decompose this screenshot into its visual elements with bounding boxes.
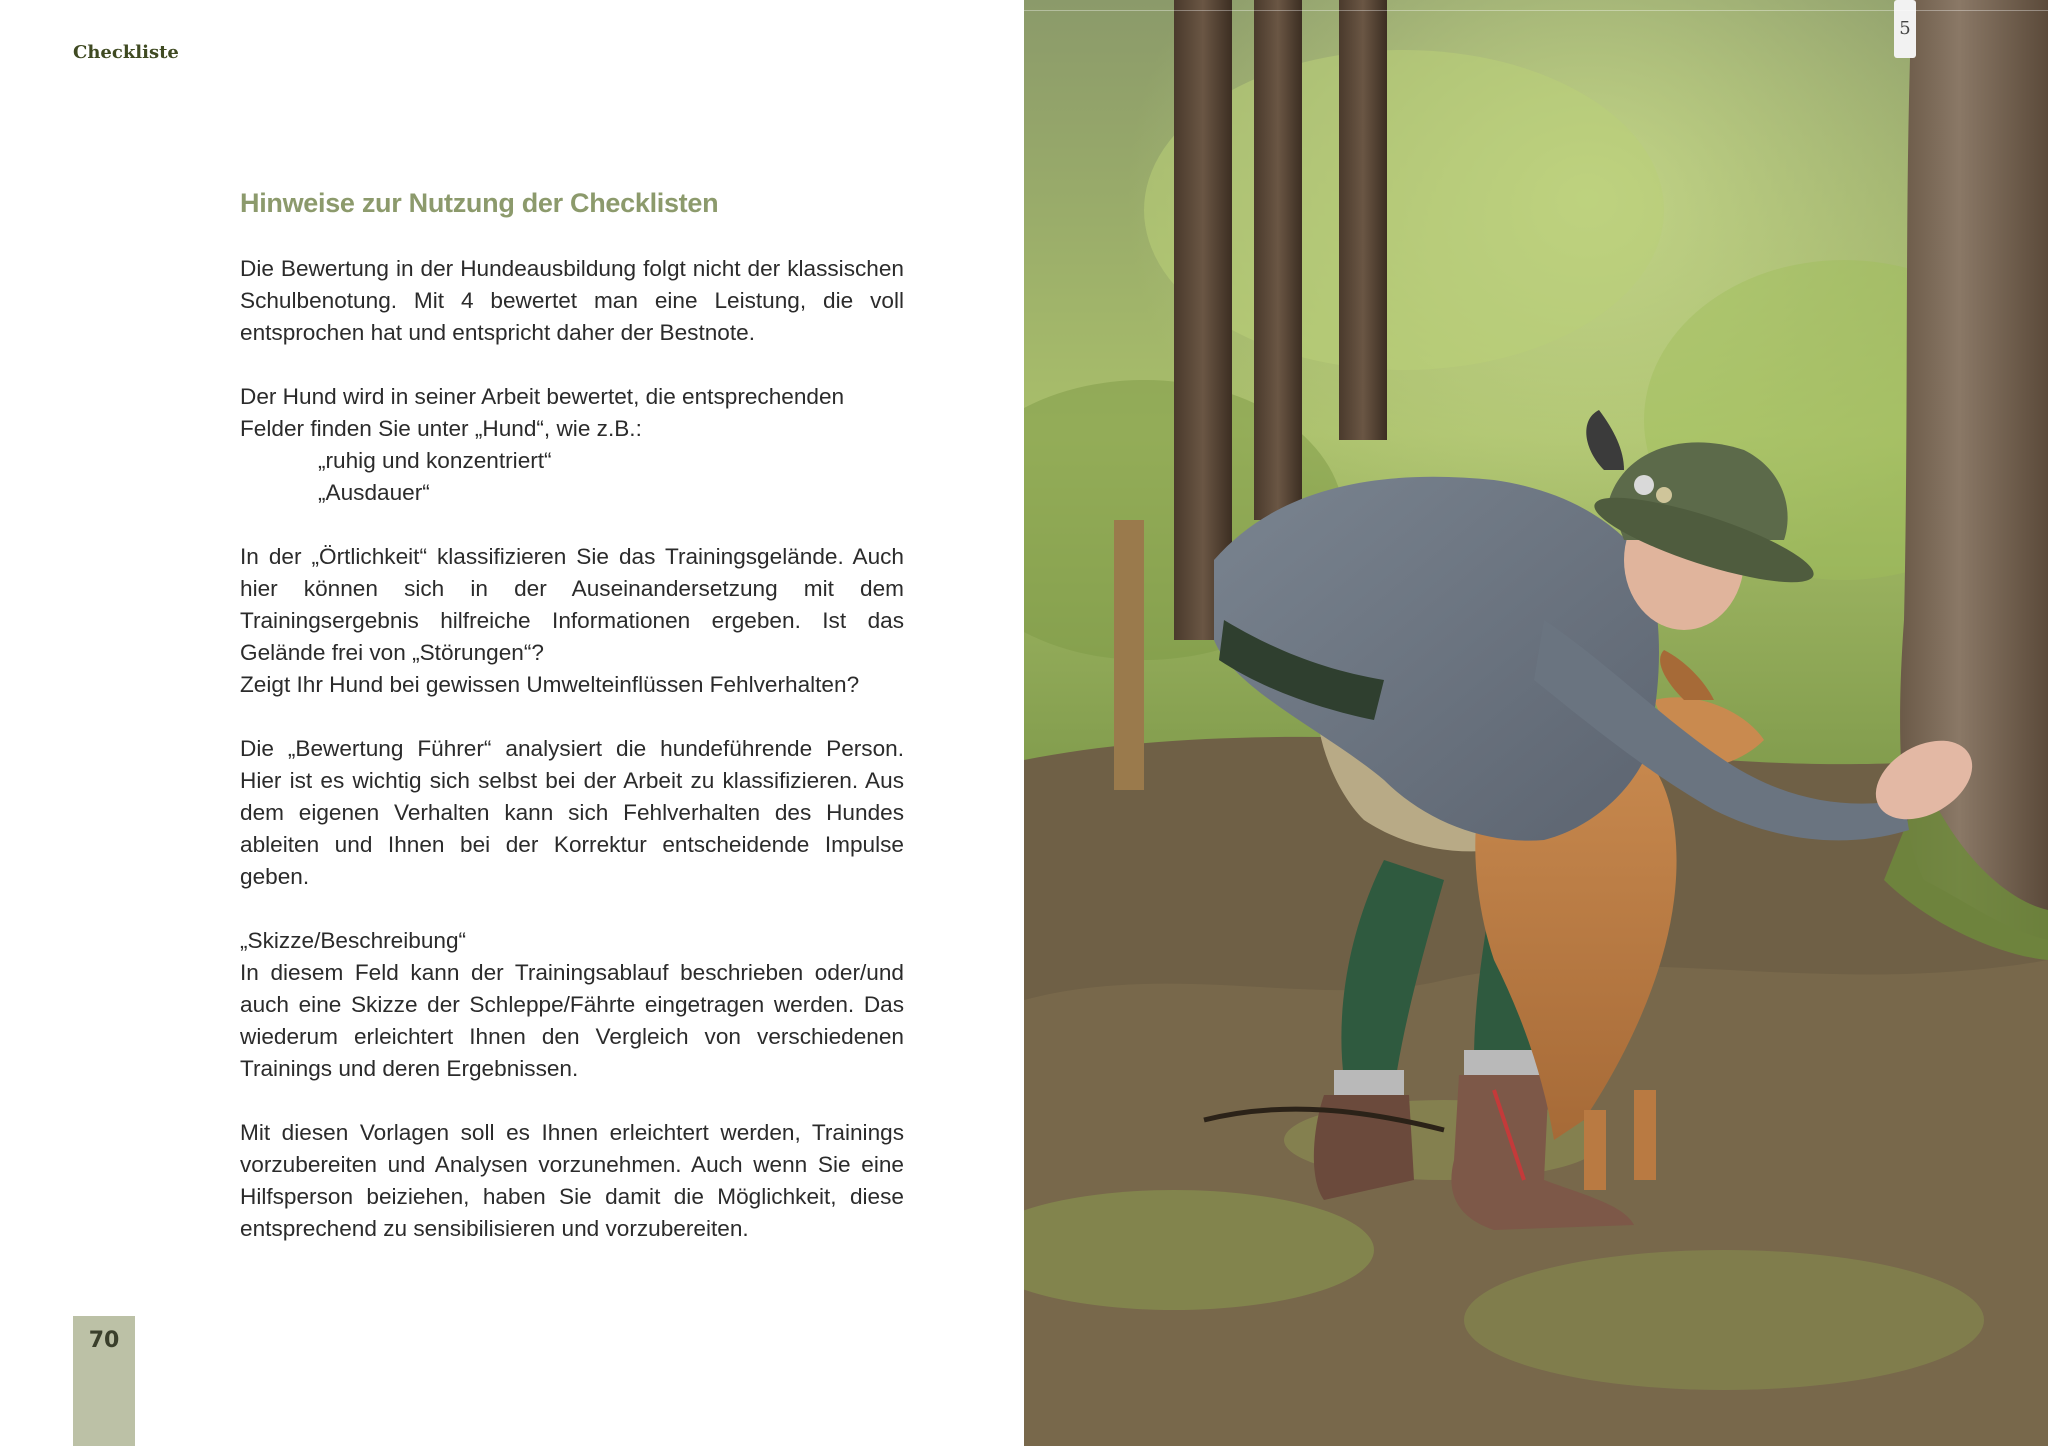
paragraph-handler: Die „Bewertung Führer“ analysiert die hundeführende Person. Hier ist es wichtig sich selbst bei der Arbeit zu klassifizieren. Aus dem eigenen Verhalten kann sich Fehlverhalten des Hundes ableiten und Ihnen bei der Korrektur entscheidende Impulse geben. (240, 736, 904, 889)
paragraph-rating: Die Bewertung in der Hundeausbildung folgt nicht der klassischen Schulbenotung. Mit 4 bewertet man eine Leistung, die voll entsprochen hat und entspricht daher der Bestnote. (240, 256, 904, 345)
paragraph-location (240, 541, 904, 701)
paragraph-sketch-text: In diesem Feld kann der Trainingsablauf beschrieben oder/und auch eine Skizze der Schleppe/Fährte eingetragen werden. Das wiederum erleichtert Ihnen den Vergleich von verschiedenen Trainings und deren Ergebnissen. (240, 960, 904, 1081)
paragraph-templates: Mit diesen Vorlagen soll es Ihnen erleichtert werden, Trainings vorzubereiten und Analysen vorzunehmen. Auch wenn Sie eine Hilfsperson beiziehen, haben Sie damit die Möglichkeit, diese entsprechend zu sensibilisieren und vorzubereiten. (240, 1120, 904, 1241)
section-heading: Hinweise zur Nutzung der Checklisten (240, 188, 719, 218)
example-endurance: „Ausdauer“ (318, 480, 430, 505)
example-calm: „ruhig und konzentriert“ (318, 448, 552, 473)
paragraph-location-question: Zeigt Ihr Hund bei gewissen Umwelteinflüssen Fehlverhalten? (240, 672, 860, 697)
text-column (240, 188, 904, 1277)
paragraph-dog-intro: Der Hund wird in seiner Arbeit bewertet, die entsprechenden Felder finden Sie unter „Hund“, wie z.B.: (240, 384, 845, 441)
tree-trunk (1174, 0, 1232, 640)
paragraph-location-text: In der „Örtlichkeit“ klassifizieren Sie das Trainingsgelände. Auch hier können sich in der Auseinandersetzung mit dem Trainingsergebnis hilfreiche Informationen ergeben. Ist das Gelände frei von „Störungen“? (240, 544, 904, 665)
tree-tag-number: 5 (1899, 18, 1911, 39)
running-header: Checkliste (73, 42, 179, 63)
page-number: 70 (88, 1328, 120, 1353)
paragraph-dog (240, 381, 904, 509)
right-page-photo (1024, 0, 2048, 1446)
paragraph-sketch (240, 925, 904, 1085)
page-number-tab (73, 1316, 135, 1446)
forest-dog-training-photo (1024, 0, 2048, 1446)
paragraph-sketch-title: „Skizze/Beschreibung“ (240, 928, 467, 953)
